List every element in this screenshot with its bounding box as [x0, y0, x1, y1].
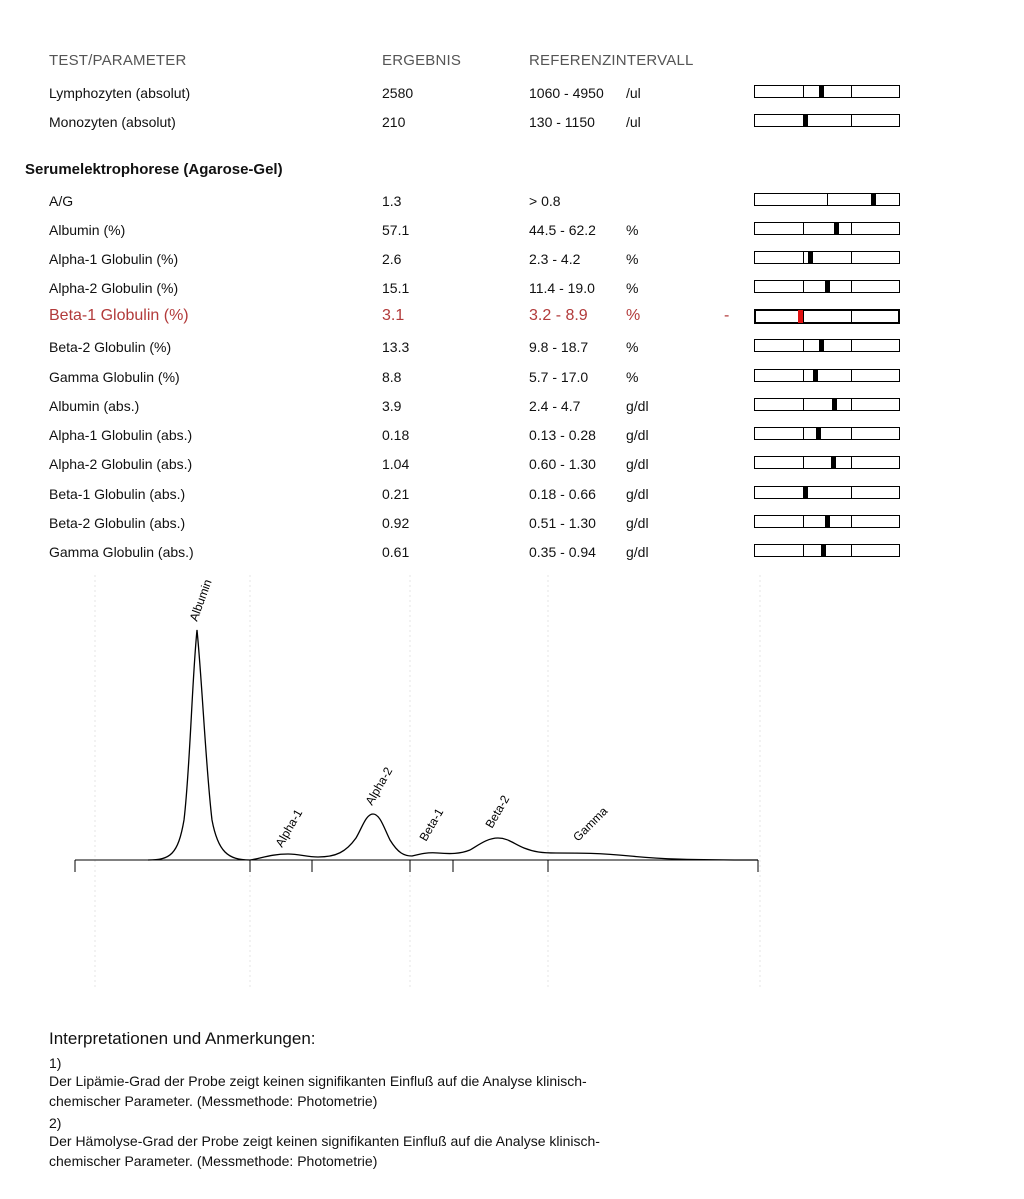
range-bar [754, 486, 900, 499]
note-text: Der Lipämie-Grad der Probe zeigt keinen signifikanten Einfluß auf die Analyse klinisch-chemischer Parameter. (Messmethode: Photometrie) [49, 1073, 587, 1109]
row-range: 0.35 - 0.94 [529, 544, 596, 560]
range-bar-tick [803, 86, 804, 97]
range-bar [754, 309, 900, 324]
row-range: 0.60 - 1.30 [529, 456, 596, 472]
row-unit: % [626, 307, 641, 324]
notes-title: Interpretationen und Anmerkungen: [49, 1029, 316, 1048]
column-header-result: ERGEBNIS [382, 52, 462, 69]
peak-label-beta-2: Beta-2 [482, 792, 513, 831]
range-bar [754, 222, 900, 235]
row-value: 3.1 [382, 307, 405, 324]
range-bar-tick [851, 487, 852, 498]
range-bar [754, 515, 900, 528]
row-range: 44.5 - 62.2 [529, 222, 596, 238]
row-name: Alpha-1 Globulin (abs.) [49, 427, 193, 443]
row-unit: g/dl [626, 544, 649, 560]
row-unit: g/dl [626, 456, 649, 472]
range-bar-tick [803, 311, 804, 322]
row-name: Alpha-2 Globulin (%) [49, 280, 179, 296]
fraction-separator-ticks [75, 860, 758, 872]
range-bar-tick [851, 340, 852, 351]
range-bar-marker [832, 398, 837, 411]
row-unit: g/dl [626, 427, 649, 443]
row-range: 9.8 - 18.7 [529, 339, 589, 355]
range-bar-tick [851, 516, 852, 527]
range-bar-tick [803, 370, 804, 381]
row-name: Alpha-1 Globulin (%) [49, 251, 179, 267]
row-unit: % [626, 251, 639, 267]
row-flag: - [724, 307, 730, 324]
row-value: 57.1 [382, 222, 410, 238]
range-bar-marker [808, 251, 813, 264]
column-header-reference: REFERENZINTERVALL [529, 52, 694, 69]
row-unit: /ul [626, 114, 641, 130]
peak-label-albumin: Albumin [186, 577, 215, 624]
electrophoresis-curve [148, 630, 758, 860]
row-unit: g/dl [626, 486, 649, 502]
range-bar-marker [816, 427, 821, 440]
range-bar-marker [819, 85, 824, 98]
range-bar-tick [803, 545, 804, 556]
range-bar-tick [803, 516, 804, 527]
row-range: 1060 - 4950 [529, 85, 604, 101]
range-bar [754, 456, 900, 469]
row-value: 8.8 [382, 369, 402, 385]
row-name: Beta-1 Globulin (abs.) [49, 486, 186, 502]
row-range: 3.2 - 8.9 [529, 307, 588, 324]
peak-labels [187, 577, 611, 849]
peak-label-gamma: Gamma [570, 804, 611, 845]
row-range: 0.13 - 0.28 [529, 427, 596, 443]
row-range: 5.7 - 17.0 [529, 369, 589, 385]
row-range: 2.3 - 4.2 [529, 251, 581, 267]
row-value: 15.1 [382, 280, 410, 296]
row-unit: % [626, 369, 639, 385]
range-bar-marker [825, 515, 830, 528]
row-name: Albumin (%) [49, 222, 126, 238]
range-bar-marker [813, 369, 818, 382]
range-bar-tick [827, 194, 828, 205]
row-name: Beta-2 Globulin (abs.) [49, 515, 186, 531]
peak-label-alpha-2: Alpha-2 [362, 764, 396, 808]
range-bar-tick [851, 399, 852, 410]
row-name: Gamma Globulin (abs.) [49, 544, 194, 560]
range-bar-marker [798, 310, 803, 323]
range-bar-marker [821, 544, 826, 557]
range-bar-tick [803, 281, 804, 292]
chart-gridlines [95, 575, 760, 990]
range-bar-tick [851, 86, 852, 97]
row-value: 210 [382, 114, 406, 130]
range-bar-tick [851, 457, 852, 468]
row-name: Albumin (abs.) [49, 398, 140, 414]
range-bar-tick [803, 399, 804, 410]
column-header-test: TEST/PARAMETER [49, 52, 187, 69]
row-value: 0.61 [382, 544, 410, 560]
range-bar-tick [851, 428, 852, 439]
range-bar [754, 544, 900, 557]
range-bar-tick [803, 428, 804, 439]
row-name: Gamma Globulin (%) [49, 369, 180, 385]
range-bar-marker [871, 193, 876, 206]
range-bar [754, 398, 900, 411]
row-unit: /ul [626, 85, 641, 101]
range-bar-marker [831, 456, 836, 469]
range-bar [754, 280, 900, 293]
row-range: 130 - 1150 [529, 114, 595, 130]
range-bar [754, 85, 900, 98]
peak-label-beta-1: Beta-1 [416, 805, 447, 844]
range-bar [754, 427, 900, 440]
row-value: 2.6 [382, 251, 402, 267]
range-bar-marker [825, 280, 830, 293]
electropherogram-chart [0, 570, 1024, 1010]
row-value: 0.18 [382, 427, 410, 443]
row-value: 0.21 [382, 486, 410, 502]
row-range: 2.4 - 4.7 [529, 398, 581, 414]
range-bar-tick [803, 457, 804, 468]
row-unit: g/dl [626, 398, 649, 414]
range-bar-tick [803, 340, 804, 351]
range-bar-marker [803, 486, 808, 499]
range-bar [754, 114, 900, 127]
row-range: > 0.8 [529, 193, 561, 209]
range-bar-tick [803, 252, 804, 263]
range-bar-tick [803, 223, 804, 234]
note-number: 2) [49, 1115, 62, 1131]
range-bar-tick [851, 370, 852, 381]
range-bar-tick [851, 311, 852, 322]
range-bar [754, 369, 900, 382]
row-value: 1.04 [382, 456, 410, 472]
row-unit: g/dl [626, 515, 649, 531]
range-bar-marker [803, 114, 808, 127]
range-bar-marker [834, 222, 839, 235]
note-number: 1) [49, 1055, 62, 1071]
row-unit: % [626, 339, 639, 355]
row-name: A/G [49, 193, 74, 209]
row-value: 3.9 [382, 398, 402, 414]
row-value: 1.3 [382, 193, 402, 209]
row-range: 0.18 - 0.66 [529, 486, 596, 502]
range-bar-marker [819, 339, 824, 352]
range-bar [754, 193, 900, 206]
range-bar-tick [851, 115, 852, 126]
section-title: Serumelektrophorese (Agarose-Gel) [25, 161, 283, 178]
range-bar [754, 339, 900, 352]
range-bar-tick [851, 281, 852, 292]
range-bar [754, 251, 900, 264]
row-unit: % [626, 280, 639, 296]
row-value: 0.92 [382, 515, 410, 531]
row-name: Beta-2 Globulin (%) [49, 339, 172, 355]
row-range: 0.51 - 1.30 [529, 515, 596, 531]
row-value: 13.3 [382, 339, 410, 355]
row-name: Beta-1 Globulin (%) [49, 307, 189, 324]
peak-label-alpha-1: Alpha-1 [272, 806, 306, 850]
row-value: 2580 [382, 85, 414, 101]
range-bar-tick [851, 223, 852, 234]
row-name: Monozyten (absolut) [49, 114, 176, 130]
note-text: Der Hämolyse-Grad der Probe zeigt keinen signifikanten Einfluß auf die Analyse klinisch-chemischer Parameter. (Messmethode: Photometrie) [49, 1133, 600, 1169]
row-name: Lymphozyten (absolut) [49, 85, 191, 101]
row-range: 11.4 - 19.0 [529, 280, 595, 296]
row-unit: % [626, 222, 639, 238]
range-bar-tick [851, 252, 852, 263]
range-bar-tick [851, 545, 852, 556]
row-name: Alpha-2 Globulin (abs.) [49, 456, 193, 472]
